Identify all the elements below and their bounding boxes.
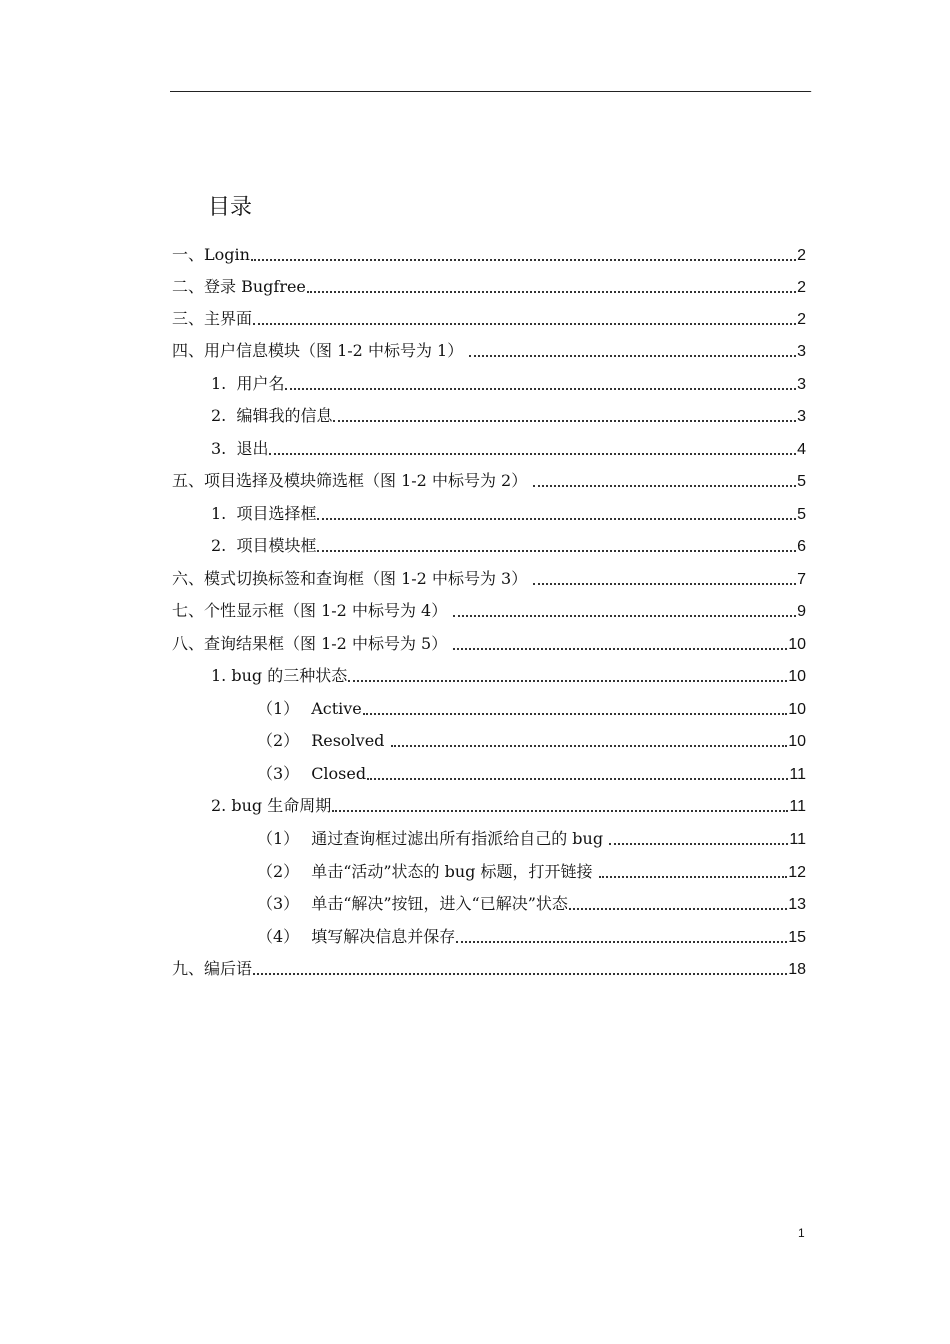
leader-dots xyxy=(453,614,796,617)
leader-dots xyxy=(363,712,787,715)
leader-dots xyxy=(332,809,788,812)
toc-entry-query-results[interactable] xyxy=(172,628,806,660)
leader-dots xyxy=(453,647,787,650)
toc-entry-afterword[interactable] xyxy=(172,953,806,985)
toc-entry-bug-lifecycle[interactable] xyxy=(211,790,806,822)
toc-title: 目录 xyxy=(208,195,253,220)
toc-entry-resolved[interactable] xyxy=(257,725,806,757)
toc-entry-page: 9 xyxy=(797,603,806,620)
toc-entry-label: 单击“解决”按钮，进入“已解决”状态 xyxy=(311,894,568,913)
toc-entry-page: 13 xyxy=(788,896,806,913)
leader-dots xyxy=(253,322,796,325)
toc-entry-page: 6 xyxy=(797,538,806,555)
leader-dots xyxy=(569,907,787,910)
leader-dots xyxy=(253,972,787,975)
toc-entry-page: 11 xyxy=(789,766,806,783)
toc-entry-label: 一、Login xyxy=(172,245,250,264)
toc-entry-label: Active xyxy=(311,699,362,718)
toc-entry-main-ui[interactable] xyxy=(172,303,806,335)
toc-entry-logout[interactable] xyxy=(211,433,806,465)
toc-entry-page: 10 xyxy=(788,733,806,750)
toc-entry-page: 5 xyxy=(797,473,806,490)
toc-entry-label: 八、查询结果框（图 1-2 中标号为 5） xyxy=(172,634,453,653)
toc-entry-label: 七、个性显示框（图 1-2 中标号为 4） xyxy=(172,601,453,620)
toc-entry-page: 3 xyxy=(797,376,806,393)
toc-entry-page: 15 xyxy=(788,929,806,946)
toc-entry-page: 10 xyxy=(788,668,806,685)
toc-entry-label: 四、用户信息模块（图 1-2 中标号为 1） xyxy=(172,341,469,360)
toc-entry-label: 通过查询框过滤出所有指派给自己的 bug xyxy=(311,829,609,848)
toc-entry-label: 2. 编辑我的信息 xyxy=(211,406,333,425)
toc-entry-page: 4 xyxy=(797,441,806,458)
toc-entry-label: 五、项目选择及模块筛选框（图 1-2 中标号为 2） xyxy=(172,471,533,490)
toc-entry-project-select[interactable] xyxy=(172,465,806,497)
leader-dots xyxy=(533,582,796,585)
toc-entry-page: 5 xyxy=(797,506,806,523)
toc-entry-user-info[interactable] xyxy=(172,335,806,367)
toc-entry-label: 1. 用户名 xyxy=(211,374,285,393)
toc-entry-module-box[interactable] xyxy=(211,530,806,562)
toc-entry-bug-states[interactable] xyxy=(211,660,806,692)
toc-entry-page: 10 xyxy=(788,636,806,653)
toc-entry-page: 3 xyxy=(797,408,806,425)
toc-entry-label: Resolved xyxy=(311,731,390,750)
toc-entry-number: （2） xyxy=(257,862,300,881)
leader-dots xyxy=(367,777,788,780)
toc-entry-login[interactable] xyxy=(172,239,806,271)
toc-entry-click-resolve[interactable] xyxy=(257,888,806,920)
toc-entry-label: 六、模式切换标签和查询框（图 1-2 中标号为 3） xyxy=(172,569,533,588)
toc-entry-page: 2 xyxy=(797,247,806,264)
leader-dots xyxy=(469,354,796,357)
leader-dots xyxy=(251,258,796,261)
leader-dots xyxy=(285,387,796,390)
leader-dots xyxy=(391,744,788,747)
toc-entry-label: 填写解决信息并保存 xyxy=(311,927,456,946)
toc-entry-project-box[interactable] xyxy=(211,498,806,530)
header-mark: . xyxy=(810,87,812,94)
toc-entry-mode-switch[interactable] xyxy=(172,563,806,595)
header-rule xyxy=(170,91,811,92)
leader-dots xyxy=(317,517,796,520)
toc-entry-label: 三、主界面 xyxy=(172,309,253,328)
toc-entry-label: 九、编后语 xyxy=(172,959,253,978)
leader-dots xyxy=(456,940,787,943)
toc-entry-active[interactable] xyxy=(257,693,806,725)
toc-entry-label: 二、登录 Bugfree xyxy=(172,277,306,296)
toc-entry-page: 18 xyxy=(788,961,806,978)
leader-dots xyxy=(333,419,796,422)
toc-entry-page: 10 xyxy=(788,701,806,718)
toc-entry-label: 3. 退出 xyxy=(211,439,269,458)
toc-entry-page: 11 xyxy=(789,831,806,848)
toc-entry-number: （1） xyxy=(257,699,300,718)
toc-entry-personal-display[interactable] xyxy=(172,595,806,627)
toc-entry-page: 2 xyxy=(797,311,806,328)
toc-entry-label: Closed xyxy=(311,764,367,783)
leader-dots xyxy=(307,290,796,293)
toc-entry-page: 7 xyxy=(797,571,806,588)
toc-entry-fill-save[interactable] xyxy=(257,921,806,953)
leader-dots xyxy=(533,484,796,487)
page-number: 1 xyxy=(798,1226,805,1240)
toc-entry-label: 2. bug 生命周期 xyxy=(211,796,332,815)
toc-entry-label: 1. bug 的三种状态 xyxy=(211,666,348,685)
toc-entry-number: （3） xyxy=(257,894,300,913)
leader-dots xyxy=(609,842,788,845)
toc-entry-label: 2. 项目模块框 xyxy=(211,536,317,555)
toc-entry-page: 2 xyxy=(797,279,806,296)
toc-entry-number: （4） xyxy=(257,927,300,946)
toc-entry-username[interactable] xyxy=(211,368,806,400)
toc-entry-login-bugfree[interactable] xyxy=(172,271,806,303)
toc-entry-click-active-bug[interactable] xyxy=(257,856,806,888)
toc-entry-number: （1） xyxy=(257,829,300,848)
toc-entry-number: （2） xyxy=(257,731,300,750)
leader-dots xyxy=(348,679,787,682)
toc-entry-page: 12 xyxy=(788,864,806,881)
toc-entry-label: 单击“活动”状态的 bug 标题，打开链接 xyxy=(311,862,598,881)
toc-entry-edit-info[interactable] xyxy=(211,400,806,432)
leader-dots xyxy=(599,875,788,878)
toc-entry-page: 3 xyxy=(797,343,806,360)
toc-entry-closed[interactable] xyxy=(257,758,806,790)
toc-entry-number: （3） xyxy=(257,764,300,783)
leader-dots xyxy=(269,452,796,455)
toc-entry-label: 1. 项目选择框 xyxy=(211,504,317,523)
toc-entry-page: 11 xyxy=(789,798,806,815)
leader-dots xyxy=(317,549,796,552)
toc-entry-filter-assigned[interactable] xyxy=(257,823,806,855)
